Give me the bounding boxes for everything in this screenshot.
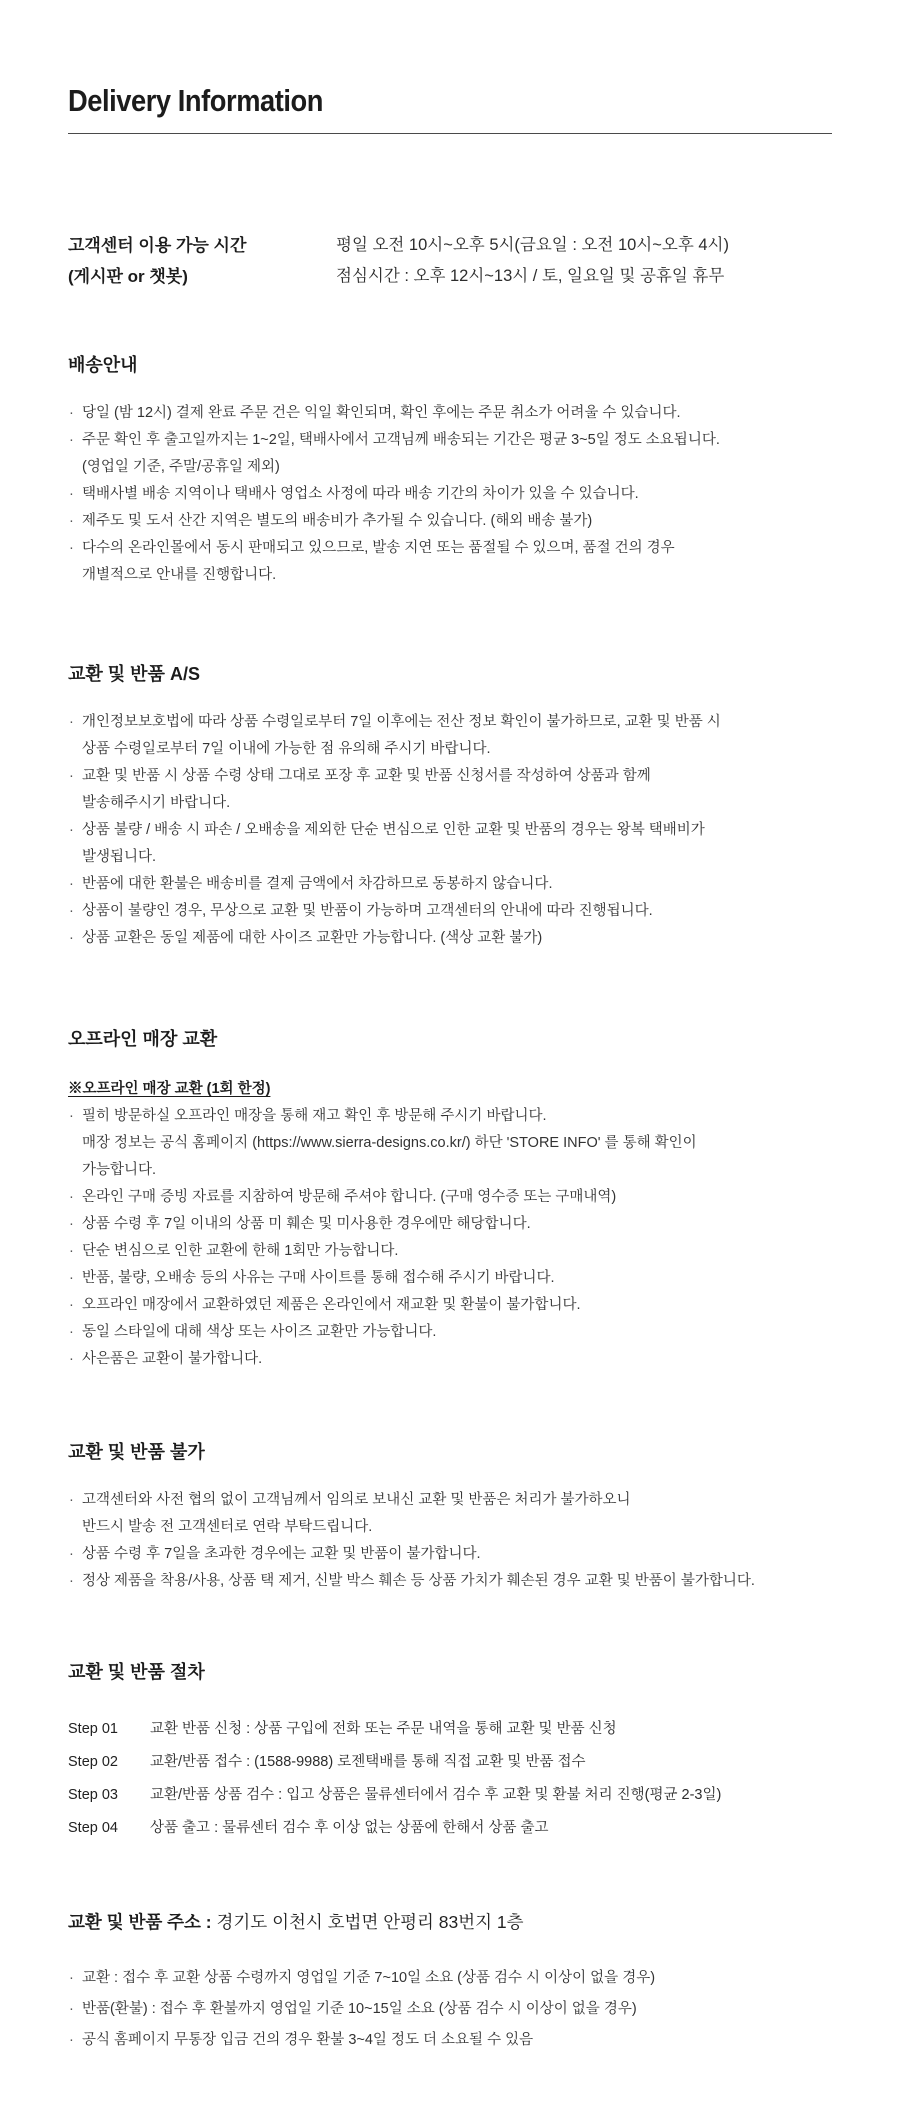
bullet-text: 상품 수령일로부터 7일 이내에 가능한 점 유의해 주시기 바랍니다. — [82, 741, 491, 757]
section-heading-delivery: 배송안내 — [68, 355, 138, 375]
bullet-item — [68, 1963, 832, 1994]
bullet-item — [68, 535, 832, 589]
bullet-marker-icon: · — [69, 486, 74, 502]
bullet-marker-icon: · — [69, 1270, 74, 1286]
bullet-line — [68, 871, 832, 898]
bullet-item — [68, 2025, 832, 2056]
bullet-text: 택배사별 배송 지역이나 택배사 영업소 사정에 따라 배송 기간의 차이가 있을 수 있습니다. — [82, 486, 639, 502]
section-heading-procedure: 교환 및 반품 절차 — [68, 1662, 205, 1682]
bullet-line — [68, 763, 832, 790]
bullet-continuation — [68, 736, 832, 763]
bullet-item — [68, 1568, 832, 1595]
bullet-marker-icon: · — [69, 2032, 74, 2048]
customer-center-hours — [336, 230, 729, 292]
bullet-marker-icon: · — [69, 540, 74, 556]
bullet-text: 발송해주시기 바랍니다. — [82, 795, 231, 811]
bullet-text: 사은품은 교환이 불가합니다. — [82, 1351, 263, 1367]
steps-list — [68, 1713, 832, 1845]
bullet-text: 상품 수령 후 7일을 초과한 경우에는 교환 및 반품이 불가합니다. — [82, 1546, 481, 1562]
step-label: Step 02 — [68, 1754, 118, 1770]
bullet-marker-icon: · — [69, 1216, 74, 1232]
bullet-continuation — [68, 790, 832, 817]
section-offline — [68, 1028, 832, 1373]
bullet-text: 제주도 및 도서 산간 지역은 별도의 배송비가 추가될 수 있습니다. (해외 배송 불가) — [82, 513, 593, 529]
bullet-text: 반품에 대한 환불은 배송비를 결제 금액에서 차감하므로 동봉하지 않습니다. — [82, 876, 553, 892]
bullet-continuation — [68, 1157, 832, 1184]
bullet-line — [68, 1292, 832, 1319]
bullet-marker-icon: · — [69, 1970, 74, 1986]
bullet-marker-icon: · — [69, 1573, 74, 1589]
bullet-line — [68, 1211, 832, 1238]
bullet-line — [68, 1541, 832, 1568]
bullet-list — [68, 1963, 832, 2056]
bullet-item — [68, 400, 832, 427]
bullet-text: 매장 정보는 공식 홈페이지 (https://www.sierra-designs.co.kr/) 하단 'STORE INFO' 를 통해 확인이 — [82, 1135, 697, 1151]
bullet-line — [68, 1346, 832, 1373]
bullet-text: 상품이 불량인 경우, 무상으로 교환 및 반품이 가능하며 고객센터의 안내에 따라 진행됩니다. — [82, 903, 653, 919]
bullet-text: 반드시 발송 전 고객센터로 연락 부탁드립니다. — [82, 1519, 373, 1535]
bullet-item — [68, 1346, 832, 1373]
bullet-item — [68, 427, 832, 481]
bullet-list — [68, 709, 832, 952]
bullet-item — [68, 1103, 832, 1184]
bullet-item — [68, 1211, 832, 1238]
step-row — [68, 1779, 832, 1812]
step-row — [68, 1713, 832, 1746]
cc-label-line1: 고객센터 이용 가능 시간 — [68, 236, 247, 255]
bullet-marker-icon: · — [69, 1189, 74, 1205]
bullet-text: 반품(환불) : 접수 후 환불까지 영업일 기준 10~15일 소요 (상품 검수 시 이상이 없을 경우) — [82, 2001, 637, 2017]
bullet-list — [68, 400, 832, 589]
bullet-text: 주문 확인 후 출고일까지는 1~2일, 택배사에서 고객님께 배송되는 기간은 평균 3~5일 정도 소요됩니다. — [82, 432, 720, 448]
bullet-list — [68, 1103, 832, 1373]
bullet-item — [68, 1265, 832, 1292]
bullet-line — [68, 1568, 832, 1595]
bullet-line — [68, 925, 832, 952]
page-title: Delivery Information — [68, 83, 323, 118]
subheading-offline: ※오프라인 매장 교환 (1회 한정) — [68, 1081, 271, 1097]
bullet-continuation — [68, 454, 832, 481]
bullet-marker-icon: · — [69, 822, 74, 838]
section-heading-offline: 오프라인 매장 교환 — [68, 1029, 218, 1049]
bullet-text: 교환 : 접수 후 교환 상품 수령까지 영업일 기준 7~10일 소요 (상품 검수 시 이상이 없을 경우) — [82, 1970, 656, 1986]
bullet-item — [68, 817, 832, 871]
bullet-text: 반품, 불량, 오배송 등의 사유는 구매 사이트를 통해 접수해 주시기 바랍니다. — [82, 1270, 555, 1286]
title-divider — [68, 133, 832, 134]
step-label: Step 01 — [68, 1721, 118, 1737]
bullet-marker-icon: · — [69, 903, 74, 919]
bullet-line — [68, 817, 832, 844]
bullet-item — [68, 1184, 832, 1211]
bullet-line — [68, 1265, 832, 1292]
bullet-text: 교환 및 반품 시 상품 수령 상태 그대로 포장 후 교환 및 반품 신청서를 작성하여 상품과 함께 — [82, 768, 651, 784]
cc-label-line2: (게시판 or 챗봇) — [68, 267, 188, 286]
bullet-item — [68, 1292, 832, 1319]
bullet-continuation — [68, 562, 832, 589]
section-heading-exchange-as: 교환 및 반품 A/S — [68, 664, 200, 684]
bullet-text: 상품 불량 / 배송 시 파손 / 오배송을 제외한 단순 변심으로 인한 교환 및 반품의 경우는 왕복 택배비가 — [82, 822, 705, 838]
bullet-item — [68, 871, 832, 898]
address-label: 교환 및 반품 주소 : — [68, 1912, 212, 1932]
bullet-continuation — [68, 1130, 832, 1157]
bullet-text: 개별적으로 안내를 진행합니다. — [82, 567, 277, 583]
step-row — [68, 1812, 832, 1845]
step-text: 교환/반품 상품 검수 : 입고 상품은 물류센터에서 검수 후 교환 및 환불 처리 진행(평균 2-3일) — [150, 1787, 722, 1803]
bullet-text: 고객센터와 사전 협의 없이 고객님께서 임의로 보내신 교환 및 반품은 처리가 불가하오니 — [82, 1492, 631, 1508]
bullet-marker-icon: · — [69, 1546, 74, 1562]
bullet-marker-icon: · — [69, 768, 74, 784]
bullet-marker-icon: · — [69, 405, 74, 421]
step-label: Step 04 — [68, 1820, 118, 1836]
step-text: 교환/반품 접수 : (1588-9988) 로젠택배를 통해 직접 교환 및 반품 접수 — [150, 1754, 586, 1770]
section-heading-no-exchange: 교환 및 반품 불가 — [68, 1442, 205, 1462]
bullet-text: 가능합니다. — [82, 1162, 157, 1178]
bullet-line — [68, 1238, 832, 1265]
bullet-text: 온라인 구매 증빙 자료를 지참하여 방문해 주셔야 합니다. (구매 영수증 또는 구매내역) — [82, 1189, 617, 1205]
section-heading-address — [68, 1911, 832, 1933]
address-value: 경기도 이천시 호법면 안평리 83번지 1층 — [211, 1912, 524, 1932]
bullet-item — [68, 898, 832, 925]
section-procedure — [68, 1661, 832, 1845]
customer-center — [68, 230, 832, 292]
bullet-continuation — [68, 1514, 832, 1541]
bullet-line — [68, 1963, 832, 1994]
bullet-text: 상품 교환은 동일 제품에 대한 사이즈 교환만 가능합니다. (색상 교환 불가) — [82, 930, 543, 946]
bullet-continuation — [68, 844, 832, 871]
bullet-marker-icon: · — [69, 1351, 74, 1367]
bullet-list — [68, 1487, 832, 1595]
step-row — [68, 1746, 832, 1779]
bullet-marker-icon: · — [69, 930, 74, 946]
bullet-text: 다수의 온라인몰에서 동시 판매되고 있으므로, 발송 지연 또는 품절될 수 있으며, 품절 건의 경우 — [82, 540, 675, 556]
bullet-line — [68, 2025, 832, 2056]
bullet-item — [68, 481, 832, 508]
bullet-line — [68, 535, 832, 562]
bullet-marker-icon: · — [69, 513, 74, 529]
bullet-marker-icon: · — [69, 1243, 74, 1259]
bullet-text: 동일 스타일에 대해 색상 또는 사이즈 교환만 가능합니다. — [82, 1324, 437, 1340]
bullet-item — [68, 1541, 832, 1568]
bullet-line — [68, 508, 832, 535]
bullet-marker-icon: · — [69, 1492, 74, 1508]
bullet-item — [68, 1994, 832, 2025]
customer-center-label — [68, 230, 336, 292]
bullet-item — [68, 763, 832, 817]
bullet-text: 당일 (밤 12시) 결제 완료 주문 건은 익일 확인되며, 확인 후에는 주문 취소가 어려울 수 있습니다. — [82, 405, 681, 421]
bullet-item — [68, 1487, 832, 1541]
bullet-marker-icon: · — [69, 432, 74, 448]
bullet-line — [68, 1103, 832, 1130]
bullet-text: 발생됩니다. — [82, 849, 157, 865]
bullet-line — [68, 1319, 832, 1346]
section-no-exchange — [68, 1441, 832, 1595]
bullet-line — [68, 1184, 832, 1211]
step-text: 교환 반품 신청 : 상품 구입에 전화 또는 주문 내역을 통해 교환 및 반품 신청 — [150, 1721, 617, 1737]
bullet-line — [68, 709, 832, 736]
bullet-line — [68, 400, 832, 427]
bullet-marker-icon: · — [69, 714, 74, 730]
bullet-marker-icon: · — [69, 1324, 74, 1340]
step-text: 상품 출고 : 물류센터 검수 후 이상 없는 상품에 한해서 상품 출고 — [150, 1820, 549, 1836]
bullet-marker-icon: · — [69, 1297, 74, 1313]
cc-hours-lunch: 점심시간 : 오후 12시~13시 / 토, 일요일 및 공휴일 휴무 — [336, 267, 725, 285]
bullet-item — [68, 1238, 832, 1265]
bullet-line — [68, 1994, 832, 2025]
bullet-line — [68, 481, 832, 508]
bullet-text: 상품 수령 후 7일 이내의 상품 미 훼손 및 미사용한 경우에만 해당합니다. — [82, 1216, 531, 1232]
bullet-item — [68, 508, 832, 535]
bullet-text: 공식 홈페이지 무통장 입금 건의 경우 환불 3~4일 정도 더 소요될 수 있음 — [82, 2032, 534, 2048]
bullet-text: (영업일 기준, 주말/공휴일 제외) — [82, 459, 280, 475]
bullet-text: 오프라인 매장에서 교환하였던 제품은 온라인에서 재교환 및 환불이 불가합니다. — [82, 1297, 581, 1313]
bullet-marker-icon: · — [69, 2001, 74, 2017]
bullet-item — [68, 1319, 832, 1346]
bullet-text: 개인정보보호법에 따라 상품 수령일로부터 7일 이후에는 전산 정보 확인이 불가하므로, 교환 및 반품 시 — [82, 714, 721, 730]
section-address — [68, 1911, 832, 2056]
bullet-item — [68, 709, 832, 763]
bullet-line — [68, 898, 832, 925]
sections — [68, 354, 832, 2056]
bullet-line — [68, 427, 832, 454]
bullet-text: 정상 제품을 착용/사용, 상품 택 제거, 신발 박스 훼손 등 상품 가치가 훼손된 경우 교환 및 반품이 불가합니다. — [82, 1573, 755, 1589]
bullet-marker-icon: · — [69, 876, 74, 892]
bullet-item — [68, 925, 832, 952]
bullet-line — [68, 1487, 832, 1514]
bullet-text: 단순 변심으로 인한 교환에 한해 1회만 가능합니다. — [82, 1243, 399, 1259]
bullet-text: 필히 방문하실 오프라인 매장을 통해 재고 확인 후 방문해 주시기 바랍니다. — [82, 1108, 547, 1124]
step-label: Step 03 — [68, 1787, 118, 1803]
section-delivery — [68, 354, 832, 589]
bullet-marker-icon: · — [69, 1108, 74, 1124]
section-exchange-as — [68, 663, 832, 952]
cc-hours-weekday: 평일 오전 10시~오후 5시(금요일 : 오전 10시~오후 4시) — [336, 236, 729, 254]
